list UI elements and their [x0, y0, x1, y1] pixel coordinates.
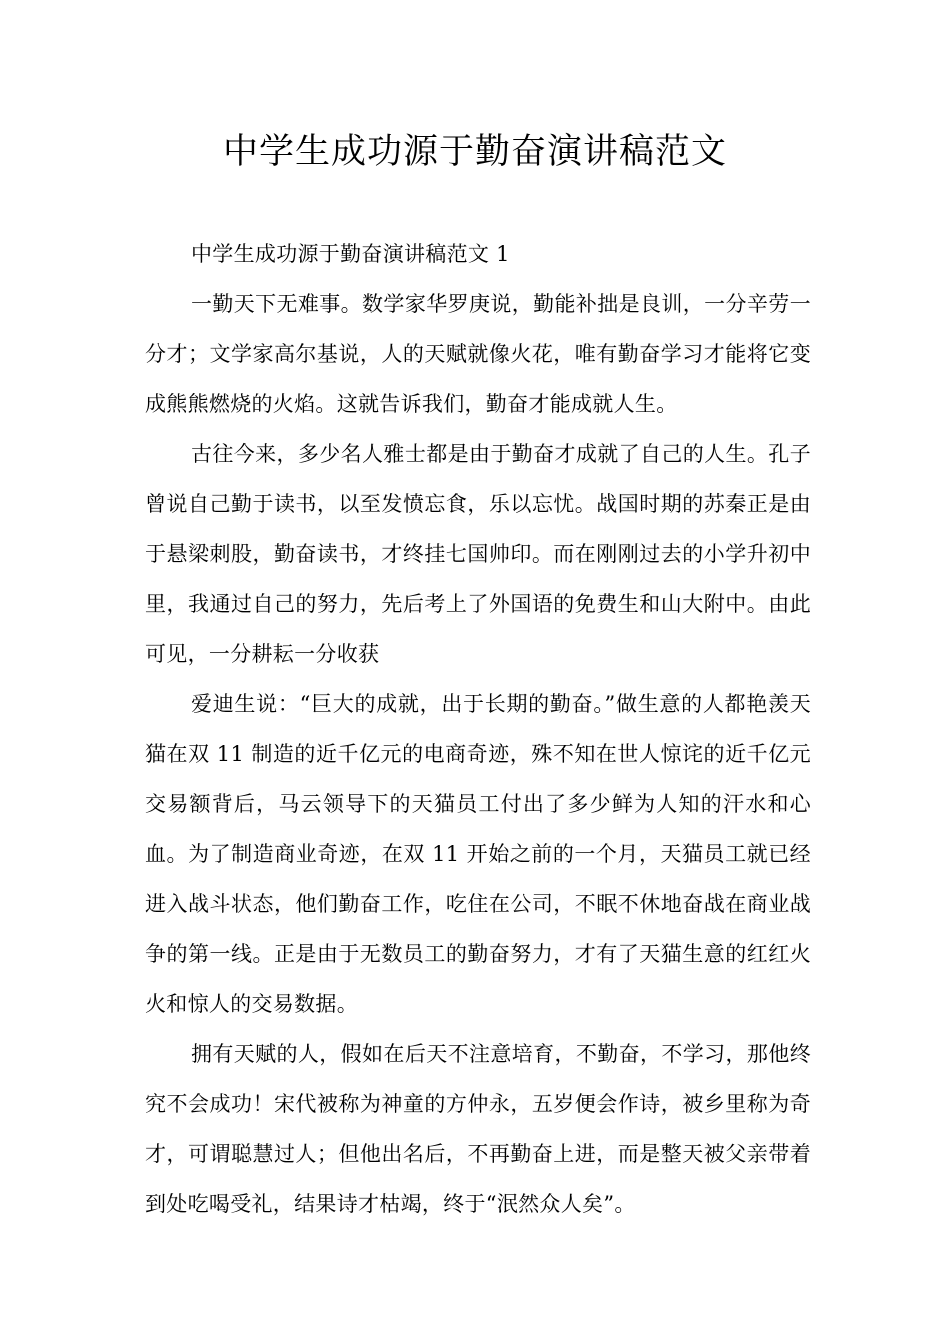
paragraph-3: 爱迪生说：“巨大的成就，出于长期的勤奋。”做生意的人都艳羡天猫在双 11 制造的近千亿元的电商奇迹，殊不知在世人惊诧的近千亿元交易额背后，马云领导下的天猫员工付出了多少鲜为人知的汗水和心血。为了制造商业奇迹，在双 11 开始之前的一个月，天猫员工就已经进入战斗状态，他们勤奋工作，吃住在公司，不眠不休地奋战在商业战争的第一线。正是由于无数员工的勤奋努力，才有了天猫生意的红红火火和惊人的交易数据。	[145, 692, 811, 1016]
document-body	[145, 229, 811, 1229]
paragraph-4: 拥有天赋的人，假如在后天不注意培育，不勤奋，不学习，那他终究不会成功！宋代被称为神童的方仲永，五岁便会作诗，被乡里称为奇才，可谓聪慧过人；但他出名后，不再勤奋上进，而是整天被父亲带着到处吃喝受礼，结果诗才枯竭，终于“泯然众人矣”。	[145, 1042, 811, 1216]
section-heading: 中学生成功源于勤奋演讲稿范文 1	[191, 242, 510, 266]
document-title: 中学生成功源于勤奋演讲稿范文	[222, 132, 727, 172]
paragraph-1: 一勤天下无难事。数学家华罗庚说，勤能补拙是良训，一分辛劳一分才；文学家高尔基说，人的天赋就像火花，唯有勤奋学习才能将它变成熊熊燃烧的火焰。这就告诉我们，勤奋才能成就人生。	[145, 292, 811, 416]
paragraph-2: 古往今来，多少名人雅士都是由于勤奋才成就了自己的人生。孔子曾说自己勤于读书，以至发愤忘食，乐以忘忧。战国时期的苏秦正是由于悬梁刺股，勤奋读书，才终挂七国帅印。而在刚刚过去的小学升初中里，我通过自己的努力，先后考上了外国语的免费生和山大附中。由此可见，一分耕耘一分收获	[145, 442, 811, 666]
